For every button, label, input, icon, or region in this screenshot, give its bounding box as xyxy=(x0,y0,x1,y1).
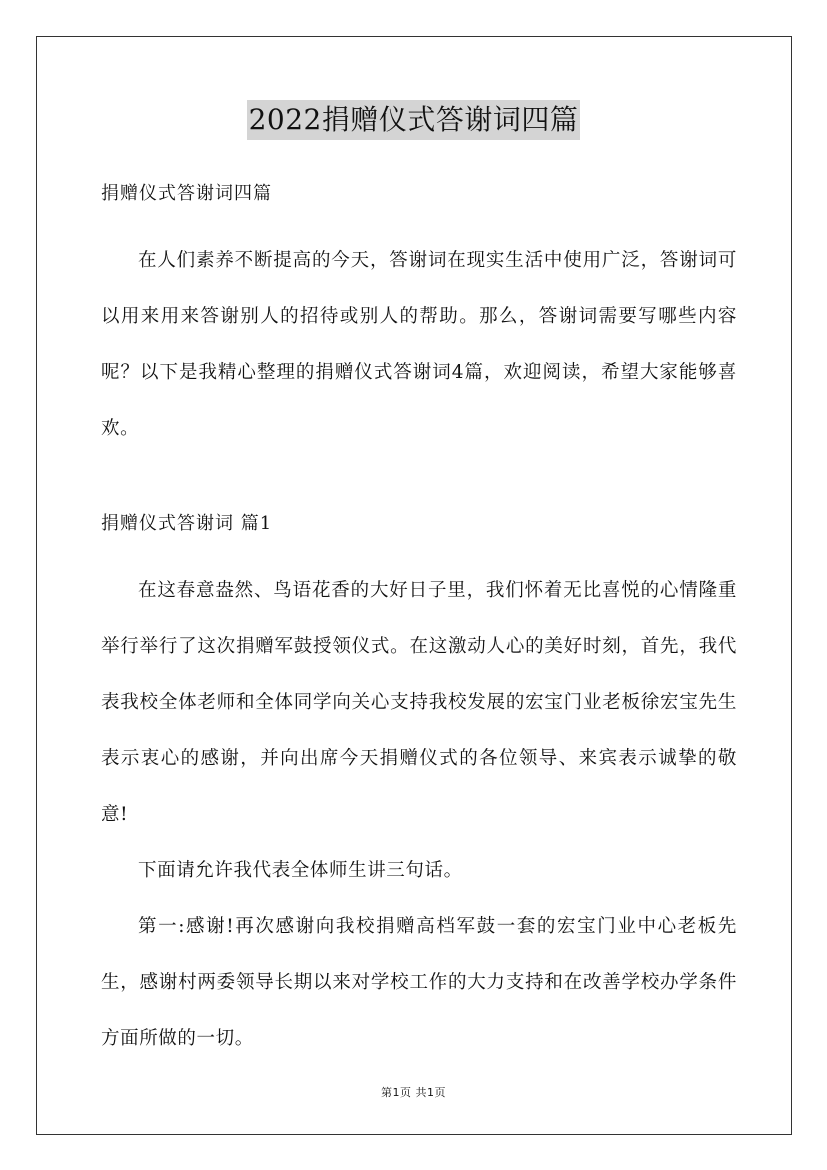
page-footer: 第1页 共1页 xyxy=(381,1086,446,1099)
intro-paragraph: 在人们素养不断提高的今天，答谢词在现实生活中使用广泛，答谢词可以用来用来答谢别人的招待或别人的帮助。那么，答谢词需要写哪些内容呢？以下是我精心整理的捐赠仪式答谢词4篇，欢迎阅读，希望大家能够喜欢。 xyxy=(101,250,737,439)
document-subtitle: 捐赠仪式答谢词四篇 xyxy=(101,183,272,204)
title-wrap xyxy=(0,100,827,140)
document-title: 2022捐赠仪式答谢词四篇 xyxy=(247,100,581,140)
section1-paragraph: 下面请允许我代表全体师生讲三句话。 xyxy=(138,860,463,881)
section1-heading: 捐赠仪式答谢词 篇1 xyxy=(101,513,273,534)
document-body xyxy=(101,177,737,1067)
section1-paragraph: 在这春意盎然、鸟语花香的大好日子里，我们怀着无比喜悦的心情隆重举行举行了这次捐赠军鼓授领仪式。在这激动人心的美好时刻，首先，我代表我校全体老师和全体同学向关心支持我校发展的宏宝门业老板徐宏宝先生表示衷心的感谢，并向出席今天捐赠仪式的各位领导、来宾表示诚挚的敬意! xyxy=(101,580,737,825)
section1-paragraph: 第一:感谢!再次感谢向我校捐赠高档军鼓一套的宏宝门业中心老板先生，感谢村两委领导长期以来对学校工作的大力支持和在改善学校办学条件方面所做的一切。 xyxy=(101,916,737,1049)
